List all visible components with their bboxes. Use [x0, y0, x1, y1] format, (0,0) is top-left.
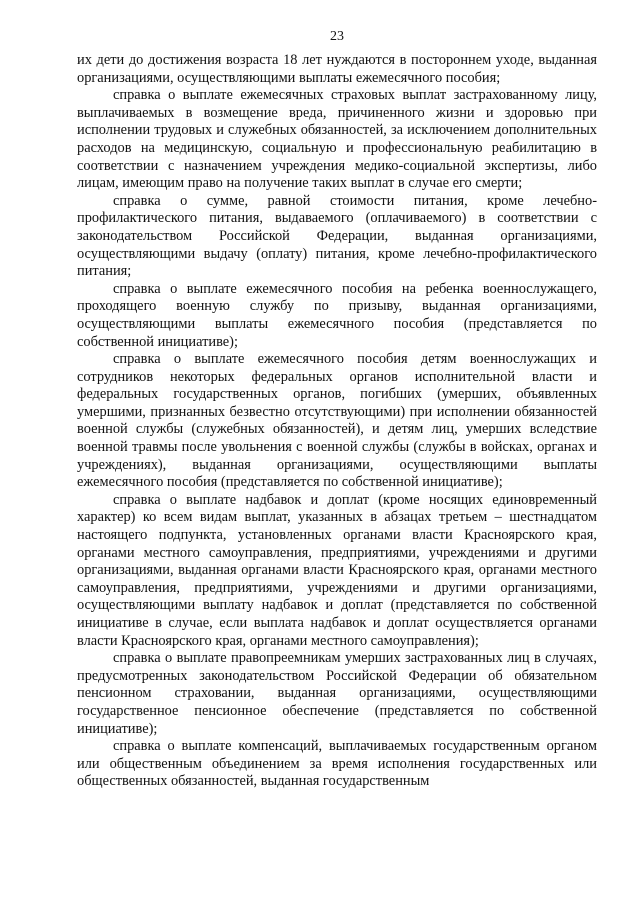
- paragraph-2: справка о выплате ежемесячных страховых выплат застрахованному лицу, выплачиваемых в возмещение вреда, причиненного жизни и здоровью при исполнении трудовых и служебных обязанностей, за исключением дополнительных расходов на медицинскую, социальную и профессиональную реабилитацию в соответствии с назначением учреждения медико-социальной экспертизы, либо лицам, имеющим право на получение таких выплат в случае его смерти;: [77, 87, 597, 192]
- paragraph-3: справка о сумме, равной стоимости питания, кроме лечебно-профилактического питания, выдаваемого (оплачиваемого) в соответствии с законодательством Российской Федерации, выданная организациями, осуществляющими выдачу (оплату) питания, кроме лечебно-профилактического питания;: [77, 192, 597, 280]
- paragraph-7: справка о выплате правопреемникам умерших застрахованных лиц в случаях, предусмотренных законодательством Российской Федерации об обязательном пенсионном страховании, выданная организациями, осуществляющими государственное пенсионное обеспечение (представляется по собственной инициативе);: [77, 650, 597, 737]
- paragraph-4: справка о выплате ежемесячного пособия на ребенка военнослужащего, проходящего военную службу по призыву, выданная организациями, осуществляющими выплаты ежемесячного пособия (представляется по собственной инициативе);: [77, 280, 597, 350]
- paragraph-8: справка о выплате компенсаций, выплачиваемых государственным органом или общественным объединением за время исполнения государственных или общественных обязанностей, выданная государственным: [77, 738, 597, 790]
- paragraph-5: справка о выплате ежемесячного пособия детям военнослужащих и сотрудников некоторых федеральных органов исполнительной власти и федеральных государственных органов, погибших (умерших, объявленных умершими, признанных безвестно отсутствующими) при исполнении обязанностей военной службы (служебных обязанностей), и детям лиц, умерших вследствие военной травмы после увольнения с военной службы (службы в войсках, органах и учреждениях), выданная организациями, осуществляющими выплаты ежемесячного пособия (представляется по собственной инициативе);: [77, 351, 597, 491]
- page-number: 23: [330, 29, 344, 44]
- paragraph-6: справка о выплате надбавок и доплат (кроме носящих единовременный характер) ко всем видам выплат, указанных в абзацах третьем – шестнадцатом настоящего подпункта, установленных органами власти Красноярского края, органами местного самоуправления, предприятиями, учреждениями и другими организациями, выданная органами власти Красноярского края, органами местного самоуправления, предприятиями, учреждениями и другими организациями, осуществляющими выплату надбавок и доплат (представляется по собственной инициативе в случае, если выплата надбавок и доплат осуществляется органами власти Красноярского края, органами местного самоуправления);: [77, 491, 597, 649]
- paragraph-1: их дети до достижения возраста 18 лет нуждаются в постороннем уходе, выданная организациями, осуществляющими выплаты ежемесячного пособия;: [77, 52, 597, 86]
- document-page: [77, 28, 597, 791]
